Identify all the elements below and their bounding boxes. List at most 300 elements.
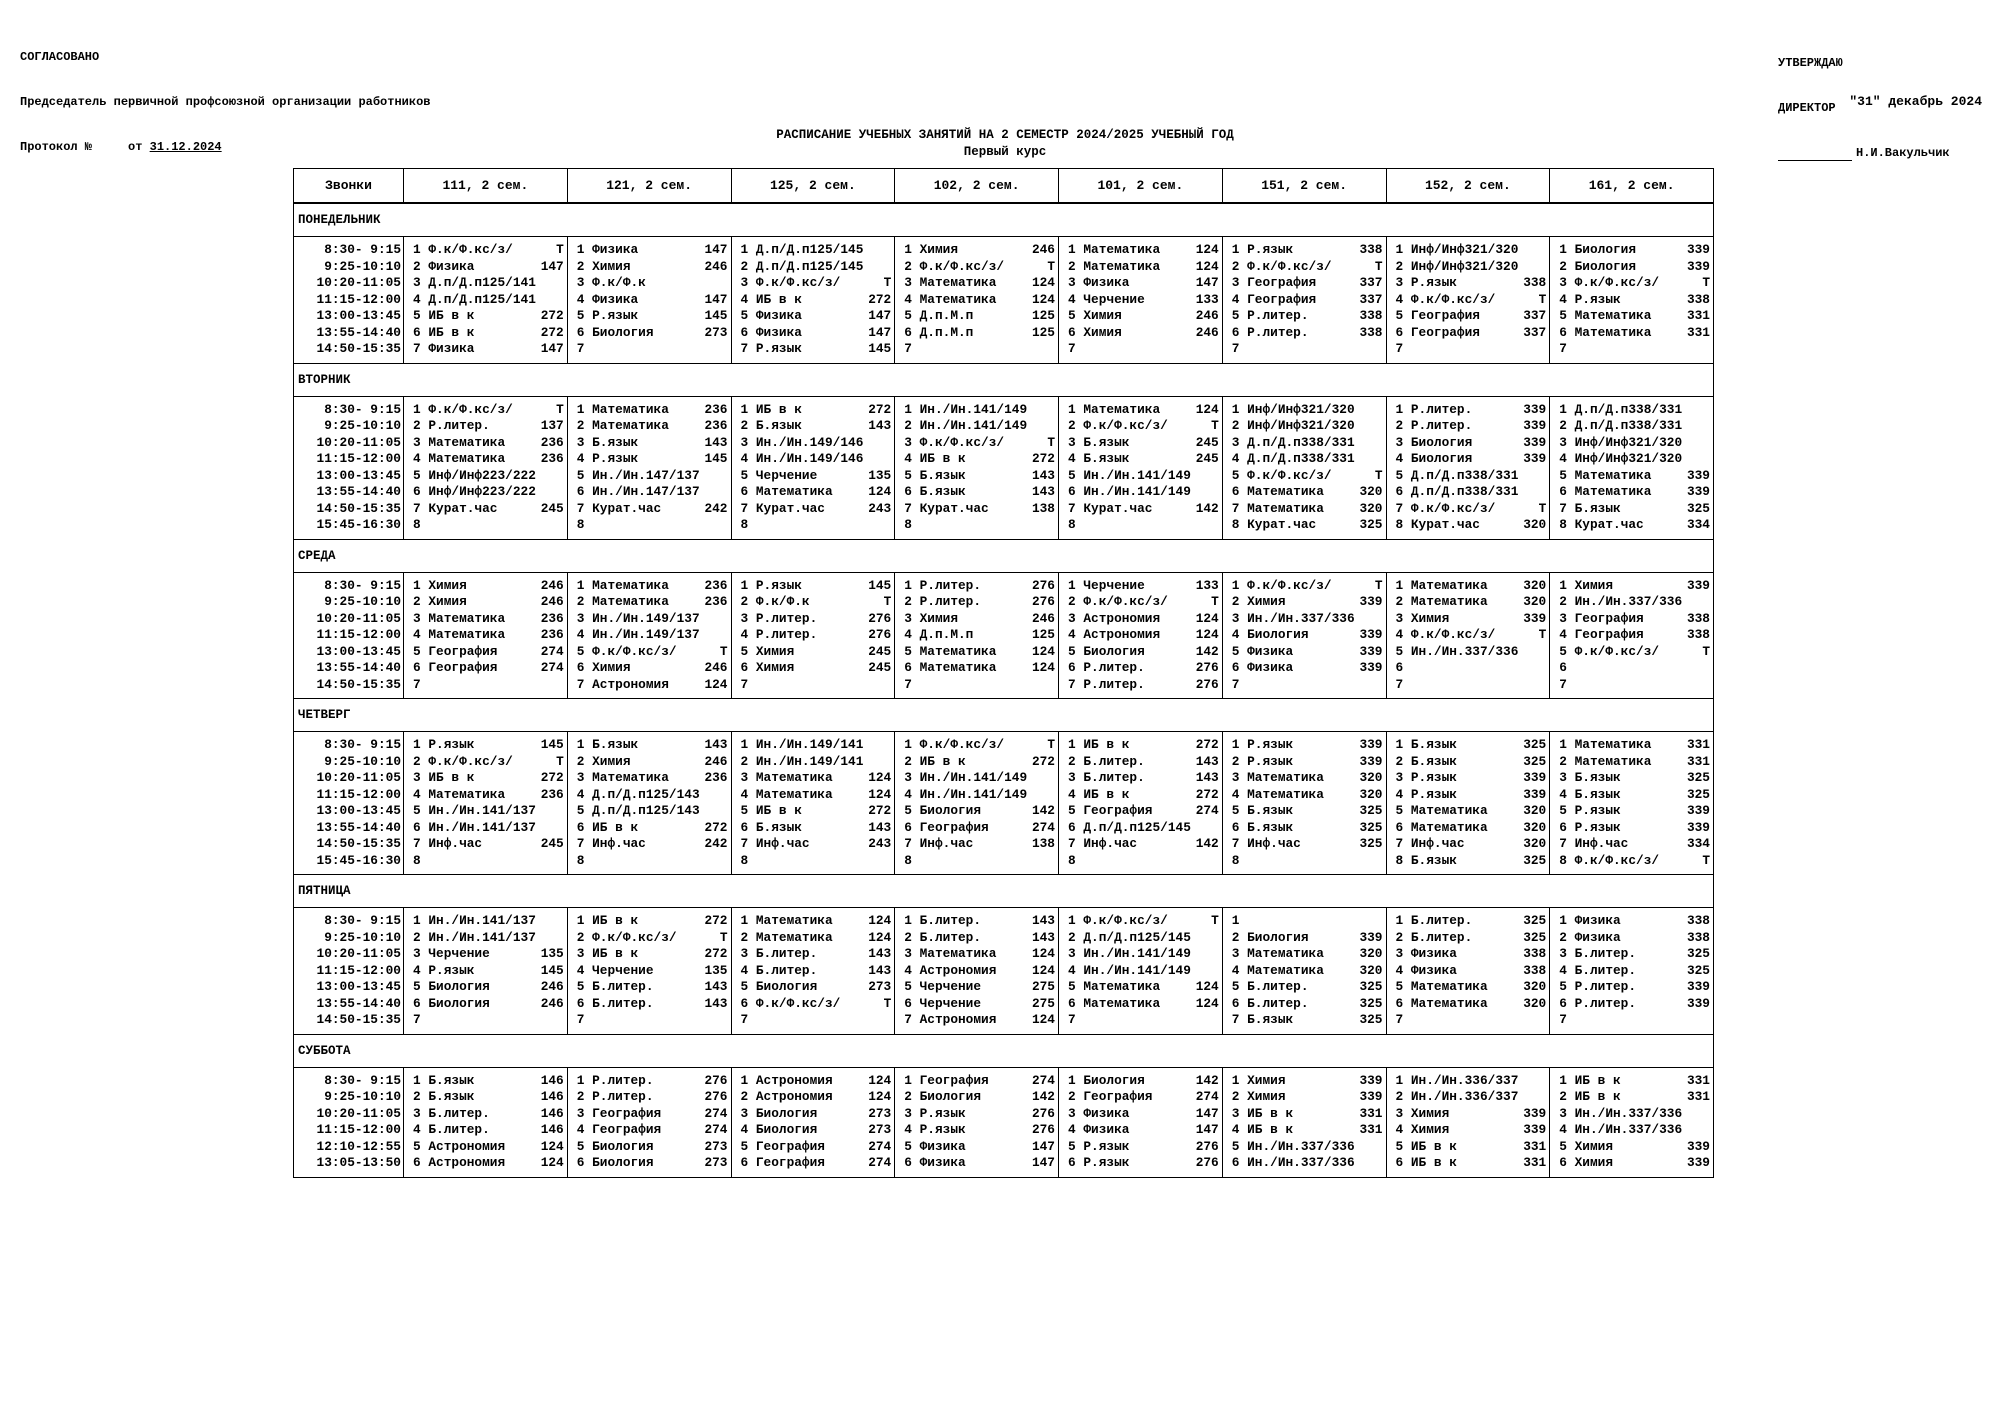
bell-time: 10:20-11:05 <box>316 275 401 291</box>
lesson-room <box>1381 402 1383 418</box>
lesson-cell <box>1550 501 1714 518</box>
lesson-subject: 1 Б.язык <box>576 737 639 753</box>
lesson-room: 124 <box>1195 995 1219 1011</box>
lesson-room: 338 <box>1359 242 1383 258</box>
lesson-room <box>1708 594 1710 610</box>
lesson-cell <box>731 1012 895 1029</box>
lesson-cell <box>1386 754 1550 771</box>
lesson-subject: 3 Химия <box>1395 610 1450 626</box>
lesson-cell <box>895 292 1059 309</box>
lesson-cell <box>1550 1012 1714 1029</box>
lesson-subject: 4 Математика <box>904 291 997 307</box>
lesson-subject: 5 Р.язык <box>1559 803 1621 819</box>
lesson-cell <box>1059 946 1223 963</box>
lesson-cell <box>731 275 895 292</box>
lesson-subject: 3 Б.литер. <box>1068 770 1145 786</box>
lesson-room: Т <box>1702 275 1710 291</box>
lesson-cell <box>731 308 895 325</box>
lesson-cell <box>1059 930 1223 947</box>
lesson-cell <box>731 259 895 276</box>
lesson-subject: 5 Химия <box>740 643 795 659</box>
lesson-subject: 7 <box>1395 1012 1404 1028</box>
lesson-subject: 5 Б.литер. <box>576 979 654 995</box>
lesson-subject: 3 Физика <box>1068 1105 1130 1121</box>
lesson-cell <box>731 946 895 963</box>
lesson-cell <box>1222 677 1386 694</box>
lesson-subject: 8 <box>740 517 749 533</box>
lesson-subject: 5 Черчение <box>904 979 982 995</box>
lesson-subject: 4 Р.язык <box>1559 291 1621 307</box>
lesson-room <box>1053 677 1055 693</box>
lesson-cell <box>1550 341 1714 358</box>
column-header-group: 125, 2 сем. <box>731 169 895 204</box>
lesson-room: 243 <box>868 500 892 516</box>
lesson-room: Т <box>883 275 892 291</box>
lesson-room: 243 <box>868 836 892 852</box>
lesson-room: 236 <box>704 401 728 417</box>
lesson-room <box>726 853 728 869</box>
lesson-cell <box>1059 1139 1223 1156</box>
lesson-subject: 5 Д.п/Д.п338/331 <box>1395 467 1519 483</box>
lesson-subject: 1 Математика <box>1068 401 1161 417</box>
lesson-row <box>294 963 1714 980</box>
lesson-subject: 6 Математика <box>1559 484 1652 500</box>
lesson-cell <box>895 1089 1059 1106</box>
lesson-room: 124 <box>868 1072 892 1088</box>
lesson-room: 124 <box>1031 1012 1055 1028</box>
column-header-group: 101, 2 сем. <box>1059 169 1223 204</box>
lesson-room: 320 <box>1359 770 1383 786</box>
lesson-subject: 2 Р.язык <box>1231 753 1294 769</box>
lesson-subject: 7 <box>1559 676 1567 692</box>
lesson-cell <box>1059 341 1223 358</box>
lesson-subject: 2 Б.литер. <box>1395 929 1473 945</box>
lesson-cell <box>1550 292 1714 309</box>
lesson-row <box>294 1139 1714 1156</box>
lesson-cell <box>1059 1122 1223 1139</box>
lesson-cell <box>1059 644 1223 661</box>
lesson-room: 339 <box>1523 1122 1547 1138</box>
lesson-subject: 8 <box>740 852 749 868</box>
lesson-room: 320 <box>1523 803 1547 819</box>
lesson-cell <box>895 644 1059 661</box>
lesson-cell <box>1222 451 1386 468</box>
bell-time: 14:50-15:35 <box>316 341 401 357</box>
lesson-subject: 3 Физика <box>1068 275 1130 291</box>
day-header-row <box>294 203 1714 237</box>
lesson-room <box>1053 770 1055 786</box>
lesson-cell <box>1550 578 1714 595</box>
lesson-room <box>1053 402 1055 418</box>
lesson-cell <box>1386 578 1550 595</box>
lesson-subject: 5 Инф/Инф223/222 <box>413 467 536 483</box>
lesson-subject: 7 <box>576 1012 585 1028</box>
lesson-room <box>562 1012 564 1028</box>
lesson-subject: 6 Инф/Инф223/222 <box>413 484 536 500</box>
lesson-subject: 3 Ф.к/Ф.к <box>576 275 646 291</box>
lesson-cell <box>404 836 568 853</box>
lesson-cell <box>404 979 568 996</box>
lesson-cell <box>895 853 1059 870</box>
lesson-subject: 5 Астрономия <box>413 1138 506 1154</box>
lesson-room <box>726 787 728 803</box>
lesson-room: 273 <box>704 324 728 340</box>
lesson-room: 245 <box>1195 451 1219 467</box>
lesson-room: 272 <box>1195 737 1219 753</box>
lesson-subject: 5 Химия <box>1068 308 1122 324</box>
lesson-cell <box>404 913 568 930</box>
lesson-cell <box>731 1089 895 1106</box>
lesson-subject: 6 Химия <box>740 660 795 676</box>
lesson-room: 339 <box>1686 258 1710 274</box>
lesson-subject: 7 Ф.к/Ф.кс/з/ <box>1395 500 1496 516</box>
lesson-subject: 1 Р.литер. <box>904 577 982 593</box>
lesson-cell <box>567 737 731 754</box>
lesson-room <box>1053 853 1055 869</box>
lesson-subject: 5 Математика <box>1068 979 1161 995</box>
lesson-subject: 4 Ф.к/Ф.кс/з/ <box>1395 627 1496 643</box>
lesson-cell <box>731 611 895 628</box>
lesson-cell <box>567 644 731 661</box>
lesson-room: 145 <box>868 577 892 593</box>
lesson-cell <box>1550 820 1714 837</box>
lesson-subject: 4 Математика <box>740 786 833 802</box>
lesson-room: Т <box>1211 913 1219 929</box>
lesson-subject: 4 География <box>576 1122 662 1138</box>
lesson-subject: 3 География <box>1559 610 1644 626</box>
lesson-subject: 1 Д.п/Д.п338/331 <box>1559 401 1683 417</box>
lesson-room <box>1708 1122 1710 1138</box>
protocol-date: 31.12.2024 <box>149 140 222 154</box>
lesson-room <box>889 242 891 258</box>
lesson-subject: 5 ИБ в к <box>740 803 802 819</box>
lesson-subject: 3 Математика <box>904 275 997 291</box>
lesson-subject: 5 Ин./Ин.337/336 <box>1395 643 1519 659</box>
lesson-room <box>889 517 891 533</box>
lesson-subject: 1 Р.язык <box>1231 737 1294 753</box>
lesson-cell <box>895 468 1059 485</box>
lesson-room: Т <box>1047 258 1055 274</box>
lesson-subject: 2 Математика <box>1395 594 1488 610</box>
lesson-room: 274 <box>1031 1072 1055 1088</box>
spacer-cell <box>731 1172 895 1178</box>
lesson-room: 146 <box>540 1072 564 1088</box>
lesson-cell <box>895 242 1059 259</box>
lesson-subject: 3 Физика <box>1395 946 1457 962</box>
lesson-cell <box>404 770 568 787</box>
lesson-subject: 6 Б.литер. <box>576 995 654 1011</box>
lesson-room <box>562 930 564 946</box>
lesson-subject: 4 Математика <box>413 786 506 802</box>
lesson-cell <box>731 484 895 501</box>
lesson-subject: 8 Курат.час <box>1395 517 1480 533</box>
lesson-subject: 5 Черчение <box>740 467 818 483</box>
lesson-subject: 3 Химия <box>1395 1105 1450 1121</box>
lesson-cell <box>731 770 895 787</box>
lesson-cell <box>1550 451 1714 468</box>
lesson-room: 145 <box>704 308 728 324</box>
lesson-cell <box>1222 242 1386 259</box>
lesson-subject: 5 ИБ в к <box>413 308 475 324</box>
bell-time: 13:55-14:40 <box>316 484 401 500</box>
lesson-cell <box>404 963 568 980</box>
lesson-room <box>726 275 728 291</box>
lesson-cell <box>1550 737 1714 754</box>
bell-time: 11:15-12:00 <box>316 786 401 802</box>
lesson-room <box>1544 677 1546 693</box>
lesson-room: 273 <box>704 1138 728 1154</box>
lesson-room: 339 <box>1523 786 1547 802</box>
lesson-subject: 3 Биология <box>1395 434 1473 450</box>
lesson-cell <box>895 754 1059 771</box>
lesson-room <box>562 803 564 819</box>
lesson-subject: 5 Биология <box>1068 643 1145 659</box>
lesson-subject: 4 Биология <box>1231 627 1309 643</box>
lesson-cell <box>1550 1073 1714 1090</box>
lesson-cell <box>1059 418 1223 435</box>
lesson-room: 146 <box>540 1089 564 1105</box>
director-label: ДИРЕКТОР <box>1778 101 1836 115</box>
lesson-cell <box>567 770 731 787</box>
lesson-subject: 5 Ин./Ин.141/137 <box>413 803 536 819</box>
lesson-cell <box>1059 836 1223 853</box>
lesson-room: 245 <box>868 660 892 676</box>
lesson-cell <box>404 946 568 963</box>
bell-time: 14:50-15:35 <box>316 836 401 852</box>
lesson-subject: 1 ИБ в к <box>576 913 639 929</box>
lesson-room: 124 <box>1031 291 1055 307</box>
lesson-cell <box>567 836 731 853</box>
lesson-cell <box>731 325 895 342</box>
lesson-subject: 7 Курат.час <box>576 500 662 516</box>
lesson-room: 124 <box>1031 643 1055 659</box>
lesson-cell <box>1386 677 1550 694</box>
bell-time: 8:30- 9:15 <box>324 737 401 753</box>
lesson-cell <box>1386 402 1550 419</box>
lesson-cell <box>1059 787 1223 804</box>
lesson-room: 246 <box>540 979 564 995</box>
lesson-subject: 6 География <box>413 660 498 676</box>
lesson-cell <box>1386 242 1550 259</box>
lesson-subject: 6 Математика <box>1231 484 1324 500</box>
lesson-room: Т <box>719 643 728 659</box>
lesson-room: 337 <box>1523 324 1547 340</box>
lesson-subject: 4 Инф/Инф321/320 <box>1559 451 1683 467</box>
lesson-cell <box>895 677 1059 694</box>
lesson-room: 320 <box>1523 577 1547 593</box>
lesson-subject: 4 Ф.к/Ф.кс/з/ <box>1395 291 1496 307</box>
lesson-subject: 3 Математика <box>1231 770 1324 786</box>
lesson-cell <box>1059 402 1223 419</box>
lesson-cell <box>1550 308 1714 325</box>
bell-time: 13:55-14:40 <box>316 819 401 835</box>
lesson-subject: 2 Р.литер. <box>576 1089 654 1105</box>
lesson-subject: 3 Б.язык <box>576 434 639 450</box>
lesson-room: 339 <box>1523 610 1547 626</box>
lesson-row <box>294 611 1714 628</box>
lesson-room <box>1217 853 1219 869</box>
lesson-cell <box>1550 275 1714 292</box>
lesson-room <box>1544 1089 1546 1105</box>
lesson-room <box>889 435 891 451</box>
lesson-subject: 6 Б.литер. <box>1231 995 1309 1011</box>
lesson-cell <box>404 1155 568 1172</box>
lesson-cell <box>567 627 731 644</box>
lesson-subject: 4 Математика <box>413 627 506 643</box>
lesson-subject: 5 Б.язык <box>1231 803 1294 819</box>
lesson-room: 276 <box>1195 1138 1219 1154</box>
lesson-subject: 2 Математика <box>1559 753 1652 769</box>
lesson-room: 246 <box>704 753 728 769</box>
bell-time: 14:50-15:35 <box>316 500 401 516</box>
lesson-subject: 3 Р.литер. <box>740 610 818 626</box>
lesson-room: 147 <box>540 341 564 357</box>
lesson-subject: 5 Ф.к/Ф.кс/з/ <box>576 643 677 659</box>
lesson-subject: 4 Р.язык <box>576 451 639 467</box>
lesson-cell <box>731 1155 895 1172</box>
lesson-subject: 1 Б.язык <box>1395 737 1457 753</box>
lesson-cell <box>1550 963 1714 980</box>
lesson-row <box>294 325 1714 342</box>
lesson-room: 339 <box>1686 819 1710 835</box>
lesson-cell <box>1222 1122 1386 1139</box>
lesson-subject: 6 Р.литер. <box>1559 995 1637 1011</box>
lesson-subject: 3 Ф.к/Ф.кс/з/ <box>1559 275 1660 291</box>
lesson-room: 145 <box>868 341 892 357</box>
lesson-room <box>1217 468 1219 484</box>
lesson-cell <box>404 930 568 947</box>
lesson-room: 125 <box>1031 308 1055 324</box>
lesson-cell <box>1222 930 1386 947</box>
lesson-cell <box>404 1012 568 1029</box>
lesson-cell <box>567 820 731 837</box>
lesson-subject: 2 Б.литер. <box>904 929 982 945</box>
lesson-row <box>294 1122 1714 1139</box>
lesson-cell <box>1386 611 1550 628</box>
lesson-subject: 1 ИБ в к <box>1068 737 1130 753</box>
bell-time: 9:25-10:10 <box>324 1089 401 1105</box>
lesson-row <box>294 402 1714 419</box>
lesson-cell <box>1222 853 1386 870</box>
lesson-room: 246 <box>1195 308 1219 324</box>
lesson-cell <box>1059 820 1223 837</box>
lesson-room: 320 <box>1359 786 1383 802</box>
lesson-subject: 4 Химия <box>1395 1122 1450 1138</box>
lesson-cell <box>567 1122 731 1139</box>
lesson-cell <box>895 275 1059 292</box>
lesson-subject: 4 Черчение <box>576 962 654 978</box>
lesson-room: 147 <box>1031 1138 1055 1154</box>
lesson-room <box>1381 341 1383 357</box>
lesson-room: 272 <box>868 803 892 819</box>
lesson-subject: 2 Физика <box>1559 929 1621 945</box>
lesson-cell <box>567 578 731 595</box>
lesson-row <box>294 1155 1714 1172</box>
lesson-subject: 4 Физика <box>1068 1122 1130 1138</box>
lesson-subject: 4 ИБ в к <box>1231 1122 1294 1138</box>
lesson-subject: 3 Б.литер. <box>413 1105 490 1121</box>
bell-time: 9:25-10:10 <box>324 929 401 945</box>
bell-time: 10:20-11:05 <box>316 1105 401 1121</box>
lesson-cell <box>1550 853 1714 870</box>
lesson-subject: 1 Ф.к/Ф.кс/з/ <box>413 242 513 258</box>
lesson-cell <box>731 979 895 996</box>
lesson-cell <box>731 737 895 754</box>
lesson-subject: 7 Инф.час <box>1559 836 1629 852</box>
lesson-subject: 1 Ин./Ин.336/337 <box>1395 1072 1519 1088</box>
lesson-room: 142 <box>1195 1072 1219 1088</box>
lesson-room <box>562 677 564 693</box>
bell-time: 9:25-10:10 <box>324 753 401 769</box>
lesson-cell <box>1059 660 1223 677</box>
lesson-row <box>294 594 1714 611</box>
lesson-room: 236 <box>540 627 564 643</box>
lesson-room: Т <box>1538 500 1547 516</box>
lesson-room: 339 <box>1686 803 1710 819</box>
lesson-room: 339 <box>1359 929 1383 945</box>
lesson-cell <box>404 259 568 276</box>
lesson-room <box>1708 677 1710 693</box>
lesson-cell <box>567 1139 731 1156</box>
lesson-room: 236 <box>540 434 564 450</box>
lesson-subject: 1 Р.язык <box>413 737 475 753</box>
schedule-body <box>294 203 1714 1177</box>
lesson-room <box>726 627 728 643</box>
lesson-room: 325 <box>1359 819 1383 835</box>
lesson-subject: 6 Черчение <box>904 995 982 1011</box>
lesson-room <box>562 484 564 500</box>
lesson-room: 142 <box>1195 643 1219 659</box>
lesson-cell <box>1059 325 1223 342</box>
lesson-room: 145 <box>540 962 564 978</box>
lesson-subject: 6 Математика <box>740 484 833 500</box>
lesson-room: 331 <box>1686 308 1710 324</box>
lesson-cell <box>1059 996 1223 1013</box>
lesson-cell <box>1550 402 1714 419</box>
lesson-subject: 4 География <box>1559 627 1644 643</box>
lesson-room <box>889 737 891 753</box>
lesson-subject: 6 ИБ в к <box>413 324 475 340</box>
lesson-subject: 4 Ин./Ин.141/149 <box>904 786 1028 802</box>
lesson-room: 124 <box>1195 610 1219 626</box>
lesson-cell <box>731 402 895 419</box>
lesson-subject: 4 Астрономия <box>1068 627 1161 643</box>
lesson-subject: 6 ИБ в к <box>1395 1155 1457 1171</box>
lesson-subject: 6 Ин./Ин.147/137 <box>576 484 700 500</box>
lesson-subject: 6 <box>1559 660 1567 676</box>
lesson-subject: 5 Ф.к/Ф.кс/з/ <box>1231 467 1332 483</box>
lesson-subject: 6 Д.п/Д.п125/145 <box>1068 819 1191 835</box>
lesson-subject: 2 Р.литер. <box>904 594 982 610</box>
lesson-cell <box>1059 501 1223 518</box>
lesson-cell <box>1059 517 1223 534</box>
lesson-subject: 3 ИБ в к <box>576 946 639 962</box>
lesson-room <box>726 484 728 500</box>
lesson-subject: 1 Ин./Ин.149/141 <box>740 737 864 753</box>
lesson-cell <box>1550 418 1714 435</box>
lesson-room: 137 <box>540 418 564 434</box>
column-header-group: 161, 2 сем. <box>1550 169 1714 204</box>
lesson-cell <box>567 517 731 534</box>
lesson-cell <box>1222 627 1386 644</box>
lesson-cell <box>1550 787 1714 804</box>
lesson-subject: 1 Инф/Инф321/320 <box>1231 401 1355 417</box>
lesson-cell <box>1059 627 1223 644</box>
lesson-subject: 2 Ин./Ин.337/336 <box>1559 594 1683 610</box>
lesson-room <box>1381 418 1383 434</box>
lesson-room: 339 <box>1359 594 1383 610</box>
bell-time: 9:25-10:10 <box>324 594 401 610</box>
